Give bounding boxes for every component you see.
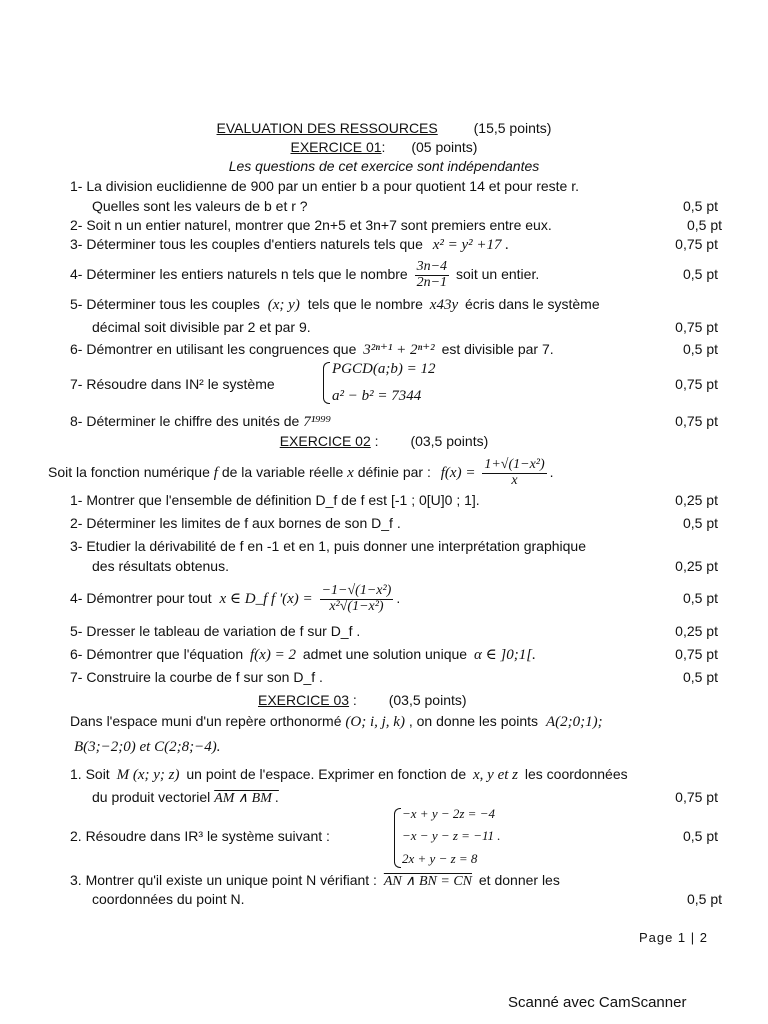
ex2-q3-line1: 3- Etudier la dérivabilité de f en -1 et en 1, puis donner une interprétation graphique xyxy=(70,538,587,554)
ex1-q5-points: 0,75 pt xyxy=(675,319,718,335)
ex3-q1-points: 0,75 pt xyxy=(675,789,718,805)
ex1-q7-eq2: a² − b² = 7344 xyxy=(332,388,422,404)
ex2-q4-numerator: −1−√(1−x²) xyxy=(321,583,392,599)
exercise-3-points: (03,5 points) xyxy=(388,692,467,708)
ex3-q2-brace xyxy=(394,808,401,868)
ex2-q4-points: 0,5 pt xyxy=(682,590,718,606)
ex3-q2-eq2: −x − y − z = −11 . xyxy=(402,828,501,843)
ex1-q6 xyxy=(70,341,554,360)
exercise-2-points: (03,5 points) xyxy=(410,433,489,449)
ex2-q7: 7- Construire la courbe de f sur son D_f . xyxy=(70,669,323,685)
ex2-q5: 5- Dresser le tableau de variation de f sur D_f . xyxy=(70,623,361,639)
ex1-q4-points: 0,5 pt xyxy=(682,266,718,282)
ex2-q2-points: 0,5 pt xyxy=(682,515,718,531)
ex2-q1-points: 0,25 pt xyxy=(675,492,718,508)
ex1-q3-points: 0,75 pt xyxy=(675,236,718,252)
ex2-q6-math: f(x) = 2 xyxy=(250,647,296,663)
exercise-2-heading: EXERCICE 02 : (03,5 points) xyxy=(279,433,489,449)
ex3-intro-point-a: A(2;0;1); xyxy=(545,714,603,730)
ex2-q3-points: 0,25 pt xyxy=(675,558,718,574)
ex1-q5-line1 xyxy=(70,296,600,315)
ex1-q4-numerator: 3n−4 xyxy=(416,259,448,275)
ex3-q1-text4: du produit vectoriel xyxy=(92,789,211,805)
evaluation-header xyxy=(0,120,768,138)
ex2-intro-text2: de la variable réelle xyxy=(221,464,344,480)
ex2-q3-line2: des résultats obtenus. xyxy=(92,558,229,574)
ex3-intro-line1 xyxy=(70,713,603,732)
evaluation-points: (15,5 points) xyxy=(473,120,552,136)
ex2-intro-denominator: x xyxy=(511,472,518,488)
ex3-q1-text: 1. Soit xyxy=(70,766,110,782)
ex3-q3-line1 xyxy=(70,872,560,891)
ex1-q5-line2: décimal soit divisible par 2 et par 9. xyxy=(92,319,311,335)
ex1-q5-number: x43y xyxy=(429,297,459,313)
ex1-q6-text2: est divisible par 7. xyxy=(441,341,554,357)
evaluation-title: EVALUATION DES RESSOURCES xyxy=(216,120,438,136)
ex1-q4-text: 4- Déterminer les entiers naturels n tels que le nombre xyxy=(70,266,408,282)
ex1-q8-math: 7¹⁹⁹⁹ xyxy=(303,414,331,430)
ex2-intro: Soit la fonction numérique f de la variable réelle x définie par : f(x) = $\frac{\text{1+√(1−x²)}}{x}$ . xyxy=(48,457,554,488)
ex2-q6-text2: admet une solution unique xyxy=(302,646,468,662)
ex2-intro-lhs: f(x) = xyxy=(440,465,476,481)
ex2-intro-fraction xyxy=(482,458,546,488)
ex2-q4-denominator: x²√(1−x²) xyxy=(329,598,384,614)
ex2-q1: 1- Montrer que l'ensemble de définition D_f de f est [-1 ; 0[U]0 ; 1]. xyxy=(70,492,480,508)
ex1-q2-points: 0,5 pt xyxy=(686,217,722,233)
ex1-q6-points: 0,5 pt xyxy=(682,341,718,357)
ex3-q3-points: 0,5 pt xyxy=(686,891,722,907)
ex2-intro-f: f xyxy=(213,465,218,481)
exercise-1-title: EXERCICE 01 xyxy=(290,139,382,155)
ex3-intro-text2: , on donne les points xyxy=(408,713,539,729)
ex3-q3-line2: coordonnées du point N. xyxy=(92,891,245,907)
ex1-q3-text: 3- Déterminer tous les couples d'entiers naturels tels que xyxy=(70,236,423,252)
ex1-q8-points: 0,75 pt xyxy=(675,413,718,429)
exercise-1-heading: EXERCICE 01: (05 points) xyxy=(290,139,478,155)
ex1-q4 xyxy=(70,257,539,291)
ex2-q2: 2- Déterminer les limites de f aux bornes de son D_f . xyxy=(70,515,401,531)
exercise-1-subtitle: Les questions de cet exercice sont indépendantes xyxy=(228,158,540,174)
ex1-q3-math: x² = y² +17 . xyxy=(432,237,510,253)
ex1-q6-text: 6- Démontrer en utilisant les congruences que xyxy=(70,341,357,357)
ex2-q4: 4- Démontrer pour tout x ∈ D_f f '(x) = $\frac{\text{−1−√(1−x²)}}{\text{x²√(1−x²)}}$ . xyxy=(70,583,401,614)
ex1-q5-text2: tels que le nombre xyxy=(307,296,423,312)
ex1-q7-eq1: PGCD(a;b) = 12 xyxy=(332,361,436,377)
ex2-q4-text: 4- Démontrer pour tout xyxy=(70,590,212,606)
ex3-intro-frame: (O; i, j, k) xyxy=(345,714,405,730)
ex1-q2: 2- Soit n un entier naturel, montrer que 2n+5 et 3n+7 sont premiers entre eux. xyxy=(70,217,552,233)
ex1-q5-text: 5- Déterminer tous les couples xyxy=(70,296,260,312)
ex1-q4-fraction xyxy=(415,260,449,290)
exercise-3-heading: EXERCICE 03 : (03,5 points) xyxy=(258,692,467,708)
ex1-q4-text2: soit un entier. xyxy=(455,266,540,282)
ex3-q1-line2 xyxy=(92,789,279,808)
exercise-3-title: EXERCICE 03 xyxy=(258,692,350,708)
ex1-q1-line1: 1- La division euclidienne de 900 par un entier b a pour quotient 14 et pour reste r. xyxy=(70,178,580,194)
ex3-q1-text3: les coordonnées xyxy=(524,766,628,782)
ex2-q4-math: x ∈ D_f f '(x) = xyxy=(219,591,313,607)
ex3-intro-text: Dans l'espace muni d'un repère orthonormé xyxy=(70,713,342,729)
ex1-q5-text3: écris dans le système xyxy=(465,296,600,312)
ex1-q5-couple: (x; y) xyxy=(267,297,300,313)
ex2-intro-x: x xyxy=(347,465,354,481)
ex2-q5-points: 0,25 pt xyxy=(675,623,718,639)
ex2-intro-text3: définie par : xyxy=(357,464,431,480)
camscanner-watermark: Scanné avec CamScanner xyxy=(508,994,687,1011)
ex3-q1-point-m: M (x; y; z) xyxy=(116,767,180,783)
ex1-q3 xyxy=(70,236,509,255)
ex1-q7: 7- Résoudre dans IN² le système xyxy=(70,376,275,392)
ex3-q3-text: 3. Montrer qu'il existe un unique point N vérifiant : xyxy=(70,872,377,888)
ex3-q2: 2. Résoudre dans IR³ le système suivant : xyxy=(70,828,330,844)
ex3-q2-eq1: −x + y − 2z = −4 xyxy=(402,806,495,821)
ex1-q1-points: 0,5 pt xyxy=(682,198,718,214)
ex1-q1-line2: Quelles sont les valeurs de b et r ? xyxy=(92,198,308,214)
ex1-q8 xyxy=(70,413,331,432)
page-number: Page 1 | 2 xyxy=(638,930,708,945)
ex3-q1-vars: x, y et z xyxy=(473,767,518,783)
ex2-q6-math2: α ∈ ]0;1[. xyxy=(473,647,536,663)
exercise-1-points: (05 points) xyxy=(411,139,478,155)
ex3-q1-vector: AM ∧ BM . xyxy=(214,791,279,806)
ex3-q2-points: 0,5 pt xyxy=(682,828,718,844)
ex2-q7-points: 0,5 pt xyxy=(682,669,718,685)
ex2-intro-numerator: 1+√(1−x²) xyxy=(484,457,545,473)
ex2-q6-points: 0,75 pt xyxy=(675,646,718,662)
ex3-q2-eq3: 2x + y − z = 8 xyxy=(402,851,478,866)
ex3-q3-text2: et donner les xyxy=(478,872,560,888)
ex1-q7-brace xyxy=(323,362,330,404)
ex3-q1-text2: un point de l'espace. Exprimer en fonction de xyxy=(186,766,467,782)
ex2-q4-fraction xyxy=(320,584,394,614)
ex3-intro-points-bc: B(3;−2;0) et C(2;8;−4). xyxy=(74,739,221,755)
exercise-2-title: EXERCICE 02 xyxy=(279,433,371,449)
ex2-q6-text: 6- Démontrer que l'équation xyxy=(70,646,244,662)
ex2-q6 xyxy=(70,646,536,665)
ex1-q8-text: 8- Déterminer le chiffre des unités de xyxy=(70,413,300,429)
ex3-q1-line1 xyxy=(70,766,628,785)
ex1-q7-points: 0,75 pt xyxy=(675,376,718,392)
ex1-q6-math: 3²ⁿ⁺¹ + 2ⁿ⁺² xyxy=(363,342,435,358)
ex3-q3-vector: AN ∧ BN = CN xyxy=(383,874,472,889)
ex1-q4-denominator: 2n−1 xyxy=(416,274,448,290)
ex2-intro-text: Soit la fonction numérique xyxy=(48,464,210,480)
